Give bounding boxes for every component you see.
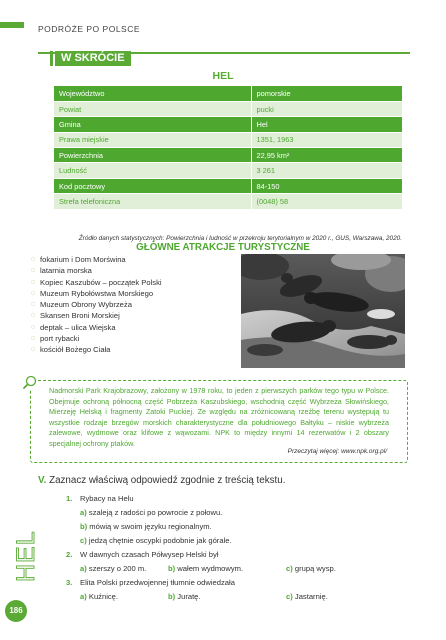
attraction-label: deptak – ulica Wiejska	[40, 322, 116, 332]
table-row	[54, 101, 402, 116]
option-text: jedzą chętnie oscypki podobnie jak górale.	[88, 536, 232, 545]
option-letter: c)	[286, 592, 293, 601]
option-text: Jastarnię.	[294, 592, 328, 601]
answer-option[interactable]	[168, 564, 243, 573]
seals-photo	[241, 254, 405, 368]
ring-bullet-icon: ◌	[30, 301, 36, 309]
task-heading	[38, 475, 285, 486]
row-label: Województwo	[54, 86, 251, 101]
list-item	[29, 254, 162, 265]
row-label: Kod pocztowy	[54, 178, 251, 193]
option-text: grupą wysp.	[294, 564, 336, 573]
row-label: Ludność	[54, 163, 251, 178]
ring-bullet-icon: ◌	[30, 278, 36, 286]
row-value: Hel	[251, 117, 402, 132]
ring-bullet-icon: ◌	[30, 312, 36, 320]
side-chapter-title-text: HEL	[12, 530, 40, 582]
list-item	[29, 265, 162, 276]
question-number: 3.	[66, 578, 73, 587]
row-label: Strefa telefoniczna	[54, 194, 251, 209]
answer-option[interactable]	[80, 564, 146, 573]
attractions-title: GŁÓWNE ATRAKCJE TURYSTYCZNE	[136, 242, 310, 253]
row-value: 1351, 1963	[251, 132, 402, 147]
answer-option[interactable]	[80, 508, 222, 517]
answer-option[interactable]	[286, 592, 328, 601]
attraction-label: Kopiec Kaszubów – początek Polski	[40, 277, 162, 287]
table-row	[54, 148, 402, 163]
attraction-label: Skansen Broni Morskiej	[40, 311, 120, 321]
table-row	[54, 117, 402, 132]
answer-option[interactable]	[80, 536, 232, 545]
row-label: Prawa miejskie	[54, 132, 251, 147]
option-letter: c)	[80, 536, 87, 545]
list-item	[29, 344, 162, 355]
attraction-label: kościół Bożego Ciała	[40, 345, 111, 355]
list-item	[29, 333, 162, 344]
list-item	[29, 299, 162, 310]
option-letter: c)	[286, 564, 293, 573]
row-value: pucki	[251, 101, 402, 116]
summary-stripe	[50, 51, 53, 66]
option-text: szaleją z radości po powrocie z połowu.	[88, 508, 223, 517]
running-head: PODRÓŻE PO POLSCE	[38, 24, 141, 34]
question-1	[66, 494, 134, 503]
option-letter: a)	[80, 508, 87, 517]
option-text: wałem wydmowym.	[177, 564, 244, 573]
table-row	[54, 132, 402, 147]
row-value: (0048) 58	[251, 194, 402, 209]
summary-label: W SKRÓCIE	[55, 51, 131, 66]
list-item	[29, 277, 162, 288]
ring-bullet-icon: ◌	[30, 346, 36, 354]
table-row	[54, 194, 402, 209]
ring-bullet-icon: ◌	[30, 256, 36, 263]
answer-option[interactable]	[80, 592, 118, 601]
list-item	[29, 288, 162, 299]
list-item	[29, 322, 162, 333]
row-label: Powierzchnia	[54, 148, 251, 163]
question-number: 2.	[66, 550, 73, 559]
question-3	[66, 578, 235, 587]
list-item	[29, 310, 162, 321]
question-text: W dawnych czasach Półwysep Helski był	[80, 550, 219, 559]
question-number: 1.	[66, 494, 73, 503]
option-letter: a)	[80, 592, 87, 601]
row-value: 84-150	[251, 178, 402, 193]
summary-table	[54, 86, 402, 210]
option-letter: b)	[168, 592, 176, 601]
ring-bullet-icon: ◌	[30, 323, 36, 331]
attractions-list	[29, 254, 162, 356]
ring-bullet-icon: ◌	[30, 335, 36, 343]
table-row	[54, 86, 402, 101]
side-chapter-title	[4, 520, 44, 582]
answer-option[interactable]	[80, 522, 212, 531]
attraction-label: latarnia morska	[40, 266, 92, 276]
task-instruction: Zaznacz właściwą odpowiedź zgodnie z treścią tekstu.	[49, 475, 286, 486]
table-row	[54, 163, 402, 178]
question-text: Rybacy na Helu	[80, 494, 134, 503]
header-accent-bar	[0, 22, 24, 28]
info-paragraph: Nadmorski Park Krajobrazowy, założony w 1978 roku, to jeden z pierwszych parków tego typu w Polsce. Obejmuje ochroną północną część Pobrzeża Kaszubskiego, wschodnią część Wybrzeża Słowińskiego, Mierzeję Helską i fragmenty Zatoki Puckiej. Ze względu na zróżnicowaną rzeźbę terenu występują tu wszystkie rodzaje brzegów morskich charakterystyczne dla południowego Bałtyku – niskie wybrzeża zalewowe, wydmowe oraz klifowe z wąwozami. NPK to między innymi 14 rezerwatów i 2 obszary specjalnej ochrony ptaków.	[49, 386, 389, 448]
ring-bullet-icon: ◌	[30, 289, 36, 297]
page-number: 186	[5, 600, 27, 622]
attraction-label: port rybacki	[40, 334, 80, 344]
option-letter: b)	[168, 564, 176, 573]
summary-table-title: HEL	[212, 70, 234, 82]
option-text: Kuźnicę.	[88, 592, 119, 601]
option-letter: a)	[80, 564, 87, 573]
attraction-label: Muzeum Obrony Wybrzeża	[40, 300, 132, 310]
question-text: Elita Polski przedwojennej tłumnie odwiedzała	[80, 578, 235, 587]
statistics-source-note: Źródło danych statystycznych: Powierzchnia i ludność w przekroju terytorialnym w 2020 r., GUS, Warszawa, 2020.	[78, 235, 402, 242]
row-value: 22,95 km²	[251, 148, 402, 163]
answer-option[interactable]	[286, 564, 336, 573]
task-number: V.	[38, 475, 47, 486]
info-source-link: Przeczytaj więcej: www.npk.org.pl/	[287, 448, 387, 455]
option-text: mówią w swoim języku regionalnym.	[89, 522, 212, 531]
row-value: pomorskie	[251, 86, 402, 101]
row-label: Powiat	[54, 101, 251, 116]
attraction-label: Muzeum Rybołówstwa Morskiego	[40, 288, 154, 298]
option-text: Juratę.	[177, 592, 201, 601]
row-label: Gmina	[54, 117, 251, 132]
attraction-label: fokarium i Dom Morświna	[40, 255, 126, 264]
row-value: 3 261	[251, 163, 402, 178]
option-letter: b)	[80, 522, 88, 531]
table-row	[54, 178, 402, 193]
magnifier-icon	[22, 374, 38, 390]
ring-bullet-icon: ◌	[30, 267, 36, 275]
question-2	[66, 550, 218, 559]
option-text: szerszy o 200 m.	[88, 564, 147, 573]
answer-option[interactable]	[168, 592, 201, 601]
